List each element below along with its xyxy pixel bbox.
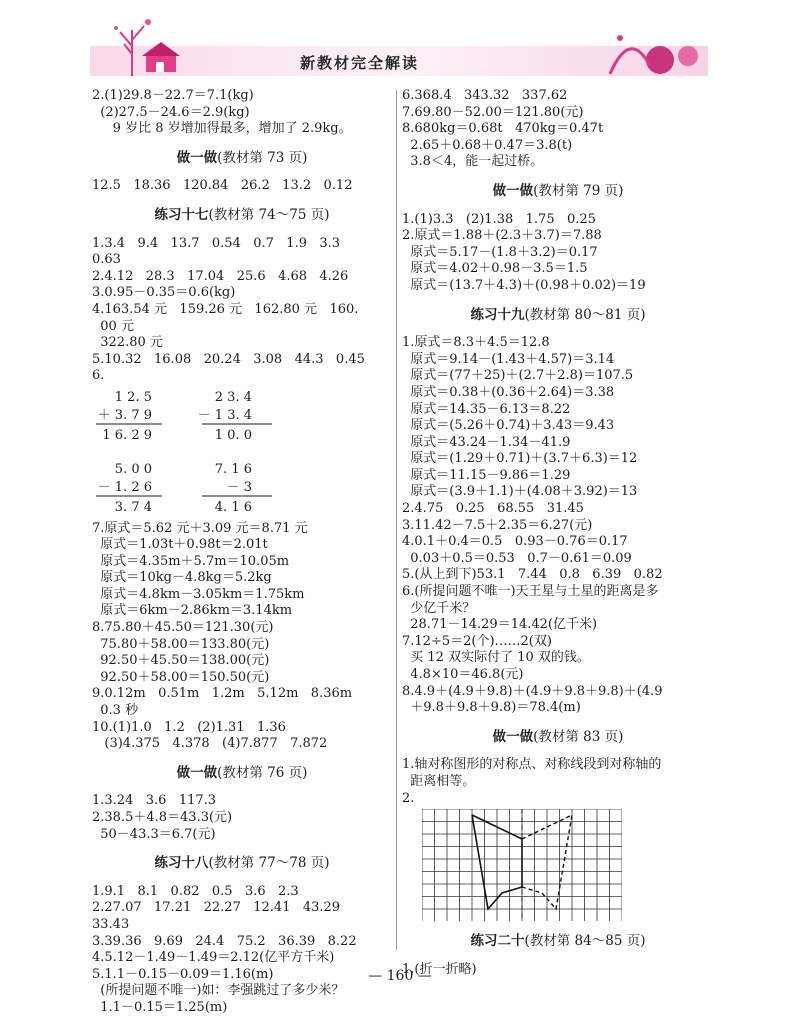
- answer-line: 5.10.32 16.08 20.24 3.08 44.3 0.45: [92, 351, 365, 367]
- answer-line: 5.1.1－0.15－0.09＝1.16(m): [92, 966, 274, 982]
- answer-line: 0.3 秒: [92, 703, 139, 719]
- answer-line: 1.(折一折略): [402, 961, 477, 977]
- answer-line: 2.65＋0.68＋0.47＝3.8(t): [402, 137, 573, 153]
- answer-line: 1.原式＝8.3＋4.5＝12.8: [402, 335, 550, 351]
- answer-line: 8.75.80＋45.50＝121.30(元): [92, 620, 274, 636]
- answer-line: 1.(1)3.3 (2)1.38 1.75 0.25: [402, 211, 596, 227]
- calc-3-operand: － 1. 2 6: [97, 479, 152, 495]
- section-heading: 做一做(教材第 76 页): [176, 764, 308, 781]
- answer-line: 2.(1)29.8－22.7＝7.1(kg): [92, 88, 254, 103]
- calc-4-operand: － 3: [226, 479, 252, 495]
- answer-line: 7.原式＝5.62 元＋3.09 元＝8.71 元: [92, 520, 308, 536]
- answer-line: 00 元: [92, 318, 134, 334]
- answer-line: 原式＝43.24－1.34－41.9: [402, 434, 571, 450]
- section-heading: 做一做(教材第 79 页): [492, 182, 624, 199]
- answer-line: 原式＝5.17－(1.8＋3.2)＝0.17: [402, 244, 598, 260]
- answer-line: 买 12 双实际付了 10 双的钱。: [402, 650, 590, 666]
- answer-line: 10.(1)1.0 1.2 (2)1.31 1.36: [92, 719, 286, 735]
- answer-line: 原式＝(5.26＋0.74)＋3.43＝9.43: [402, 418, 615, 434]
- answer-line: 4.5.12－1.49－1.49＝2.12(亿平方千米): [92, 950, 335, 966]
- answer-line: 3.0.95－0.35＝0.6(kg): [92, 285, 236, 301]
- answer-line: 12.5 18.36 120.84 26.2 13.2 0.12: [92, 178, 353, 194]
- answer-line: 9 岁比 8 岁增加得最多，增加了 2.9kg。: [92, 121, 352, 137]
- calc-2-operand: － 1 3. 4: [197, 407, 252, 423]
- answer-line: (2)27.5－24.6＝2.9(kg): [92, 104, 250, 120]
- answer-line: 原式＝11.15－9.86＝1.29: [402, 467, 571, 483]
- answer-line: 原式＝4.35m＋5.7m＝10.05m: [92, 553, 290, 569]
- answer-line: 2.原式＝1.88＋(2.3＋3.7)＝7.88: [402, 228, 602, 244]
- symmetry-grid-figure: [422, 809, 622, 921]
- answer-line: 2.4.75 0.25 68.55 31.45: [402, 501, 584, 517]
- answer-line: 0.63: [92, 252, 121, 268]
- answer-line: 7.12÷5＝2(个)……2(双): [402, 633, 552, 649]
- answer-line: 1.3.24 3.6 117.3: [92, 793, 217, 809]
- answer-line: 4.0.1＋0.4＝0.5 0.93－0.76＝0.17: [402, 534, 628, 550]
- answer-line: 3.11.42－7.5＋2.35＝6.27(元): [402, 517, 593, 533]
- right-column: [402, 88, 714, 978]
- answer-line: 原式＝4.8km－3.05km＝1.75km: [92, 586, 305, 602]
- calc-2-result: 1 0. 0: [214, 427, 252, 443]
- answer-line: 原式＝14.35－6.13＝8.22: [402, 401, 571, 417]
- answer-line: 0.03＋0.5＝0.53 0.7－0.61＝0.09: [402, 550, 632, 566]
- answer-line: 原式＝4.02＋0.98－3.5＝1.5: [402, 261, 588, 277]
- calc-1-operand: ＋ 3. 7 9: [97, 407, 152, 423]
- answer-line: 92.50＋45.50＝138.00(元): [92, 653, 270, 669]
- answer-line: 9.0.12m 0.51m 1.2m 5.12m 8.36m: [92, 686, 353, 702]
- answer-line: (所提问题不唯一)如：李强跳过了多少米？: [92, 983, 345, 999]
- answer-line: 1.3.4 9.4 13.7 0.54 0.7 1.9 3.3: [92, 235, 341, 251]
- answer-line: 原式＝(77＋25)＋(2.7＋2.8)＝107.5: [402, 368, 634, 384]
- answer-line: 2.38.5＋4.8＝43.3(元): [92, 810, 233, 825]
- vertical-calculations: [92, 385, 272, 515]
- answer-line: 33.43: [92, 916, 130, 932]
- answer-line: 1.9.1 8.1 0.82 0.5 3.6 2.3: [92, 883, 299, 899]
- answer-line: 7.69.80－52.00＝121.80(元): [402, 104, 584, 120]
- page-number: — 160 —: [368, 968, 432, 984]
- answer-line: 6.(所提问题不唯一)天王星与土星的距离是多: [402, 584, 659, 600]
- answer-line: 92.50＋58.00＝150.50(元): [92, 669, 270, 685]
- answer-line: 4.163.54 元 159.26 元 162.80 元 160.: [92, 301, 359, 317]
- calc-4-result: 4. 1 6: [214, 499, 252, 515]
- section-heading: 做一做(教材第 73 页): [176, 149, 308, 166]
- header-title: 新教材完全解读: [300, 54, 420, 72]
- answer-line: 2.27.07 17.21 22.27 12.41 43.29: [92, 900, 341, 916]
- answer-line: 3.39.36 9.69 24.4 75.2 36.39 8.22: [92, 933, 357, 949]
- answer-line: 1.轴对称图形的对称点、对称线段到对称轴的: [402, 757, 662, 773]
- calc-1-result: 1 6. 2 9: [102, 427, 152, 443]
- calc-1-top: 1 2. 5: [114, 389, 152, 405]
- answer-line: 距离相等。: [402, 773, 476, 789]
- calc-3-result: 3. 7 4: [114, 499, 152, 515]
- calc-3-top: 5. 0 0: [114, 461, 152, 477]
- calc-4-top: 7. 1 6: [214, 461, 252, 477]
- calc-2-top: 2 3. 4: [214, 389, 252, 405]
- left-column: [92, 88, 392, 1017]
- answer-line: 8.680kg＝0.68t 470kg＝0.47t: [402, 121, 604, 137]
- answer-line: 6.368.4 343.32 337.62: [402, 88, 568, 103]
- answer-line: 原式＝1.03t＋0.98t＝2.01t: [92, 537, 268, 553]
- answer-line: 原式＝9.14－(1.43＋4.57)＝3.14: [402, 351, 615, 367]
- answer-line: 原式＝0.38＋(0.36＋2.64)＝3.38: [402, 384, 615, 400]
- answer-line: 2.4.12 28.3 17.04 25.6 4.68 4.26: [92, 268, 349, 284]
- answer-line: 6.: [92, 368, 105, 384]
- answer-line: 322.80 元: [92, 335, 163, 351]
- column-divider: [396, 90, 397, 950]
- answer-line: 28.71－14.29＝14.42(亿千米): [402, 617, 598, 633]
- section-heading: 练习十九(教材第 80～81 页): [470, 306, 646, 323]
- answer-line: ＋9.8＋9.8＋9.8)＝78.4(m): [402, 700, 581, 716]
- answer-line: 1.1－0.15＝1.25(m): [92, 999, 228, 1015]
- answer-line: 5.(从上到下)53.1 7.44 0.8 6.39 0.82: [402, 567, 663, 583]
- answer-line: 原式＝(13.7＋4.3)＋(0.98＋0.02)＝19: [402, 277, 646, 293]
- answer-line: (3)4.375 4.378 (4)7.877 7.872: [92, 736, 328, 752]
- answer-line: 2.: [402, 790, 415, 806]
- answer-line: 4.8×10＝46.8(元): [402, 667, 524, 682]
- answer-line: 8.4.9＋(4.9＋9.8)＋(4.9＋9.8＋9.8)＋(4.9: [402, 683, 663, 699]
- answer-line: 原式＝10kg－4.8kg＝5.2kg: [92, 570, 272, 586]
- answer-line: 3.8＜4，能一起过桥。: [402, 154, 544, 170]
- section-heading: 练习十七(教材第 74～75 页): [154, 206, 330, 223]
- answer-line: 少亿千米？: [402, 600, 476, 616]
- answer-line: 原式＝(1.29＋0.71)＋(3.7＋6.3)＝12: [402, 451, 638, 467]
- section-heading: 做一做(教材第 83 页): [492, 728, 624, 745]
- answer-line: 原式＝6km－2.86km＝3.14km: [92, 603, 293, 619]
- answer-line: 原式＝(3.9＋1.1)＋(4.08＋3.92)＝13: [402, 484, 638, 500]
- answer-line: 75.80＋58.00＝133.80(元): [92, 636, 270, 652]
- answer-line: 50－43.3＝6.7(元): [92, 826, 216, 842]
- section-heading: 练习十八(教材第 77～78 页): [154, 855, 330, 872]
- section-heading: 练习二十(教材第 84～85 页): [470, 933, 646, 950]
